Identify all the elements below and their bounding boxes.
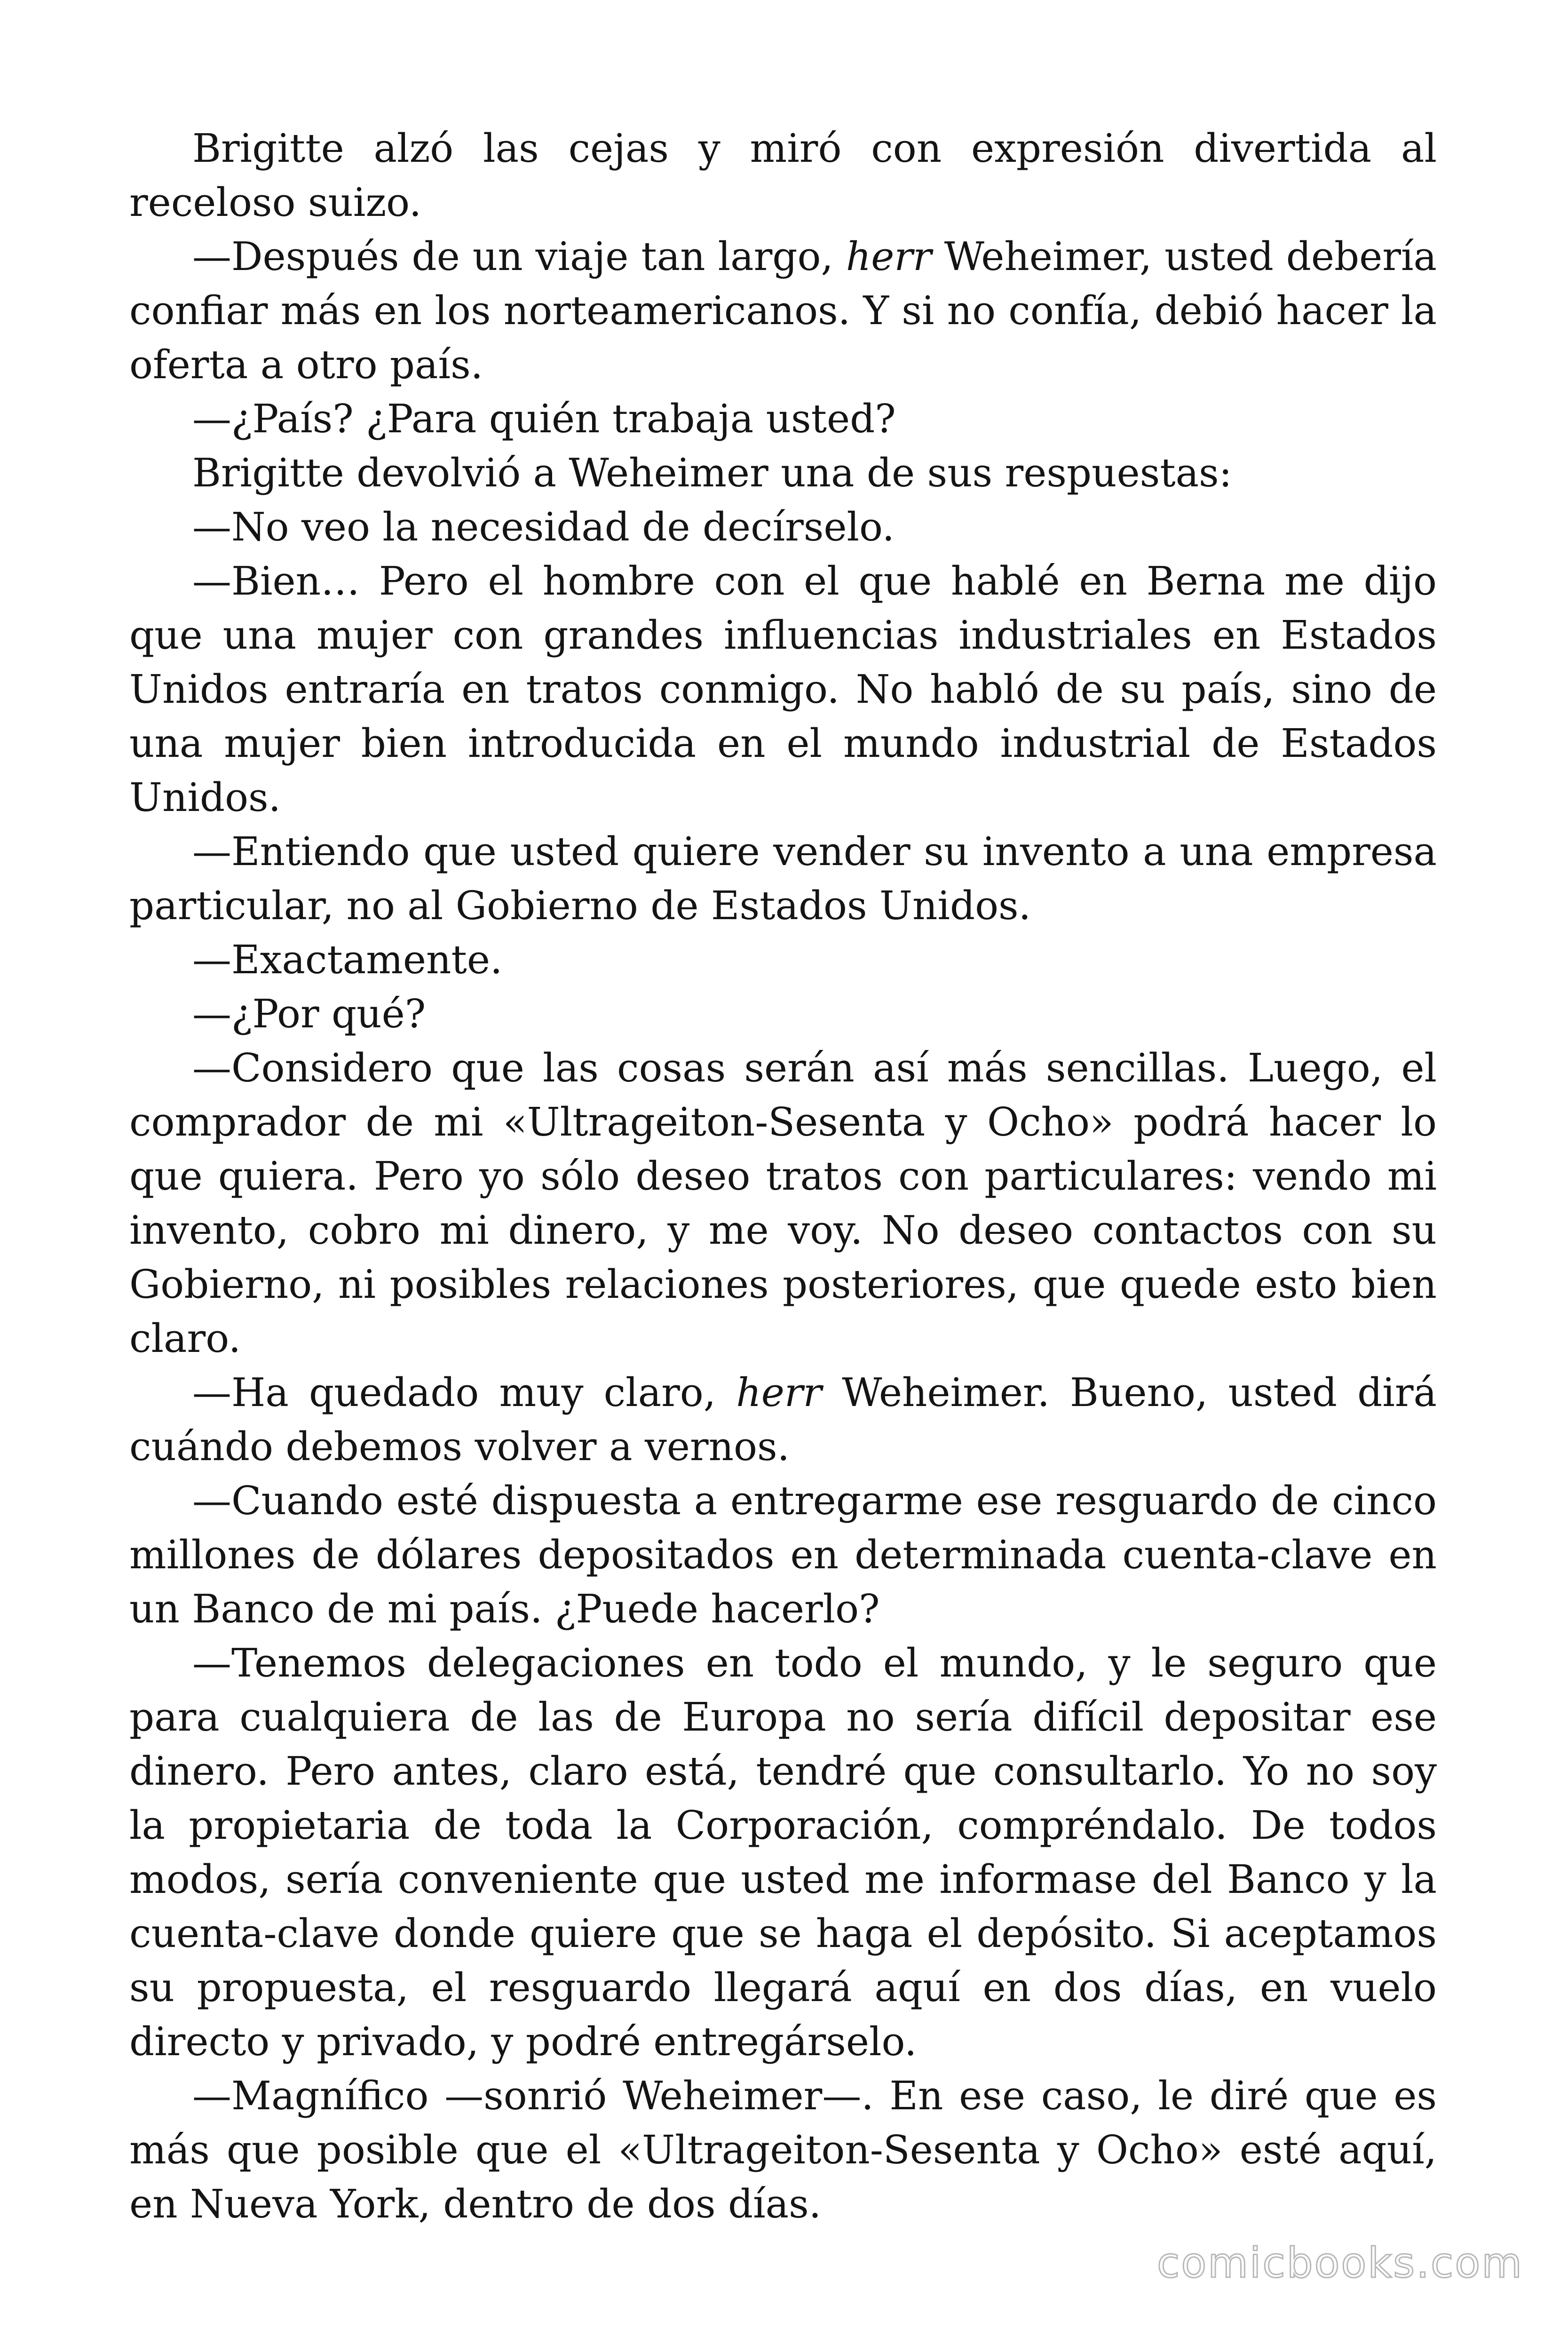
text-run: Weheimer, usted debería confiar más en los norteamericanos. Y si no confía, debió hacer la oferta a otro país. xyxy=(129,234,1437,388)
text-run: —Bien… Pero el hombre con el que hablé en Berna me dijo que una mujer con grandes influencias industriales en Estados Unidos entraría en tratos conmigo. No habló de su país, sino de una mujer bien introducida en el mundo industrial de Estados Unidos. xyxy=(129,558,1437,820)
watermark: comicbooks.com xyxy=(1156,2239,1523,2287)
text-run: —Entiendo que usted quiere vender su invento a una empresa particular, no al Gobierno de Estados Unidos. xyxy=(129,829,1437,929)
paragraph xyxy=(129,392,1437,446)
text-run: —No veo la necesidad de decírselo. xyxy=(192,504,895,550)
book-page-text xyxy=(129,121,1437,2231)
text-run: Brigitte alzó las cejas y miró con expresión divertida al receloso suizo. xyxy=(129,126,1437,225)
paragraph xyxy=(129,2069,1437,2231)
paragraph xyxy=(129,1636,1437,2069)
text-run: —Después de un viaje tan largo, xyxy=(192,234,846,279)
paragraph xyxy=(129,554,1437,825)
text-run: Weheimer. Bueno, usted dirá cuándo debemos volver a vernos. xyxy=(129,1370,1437,1470)
text-run: —Exactamente. xyxy=(192,937,503,983)
text-run: Brigitte devolvió a Weheimer una de sus respuestas: xyxy=(192,450,1232,496)
paragraph xyxy=(129,446,1437,500)
text-run: —Magnífico —sonrió Weheimer—. En ese caso, le diré que es más que posible que el «Ultrageiton-Sesenta y Ocho» esté aquí, en Nueva York, dentro de dos días. xyxy=(129,2073,1437,2227)
paragraph xyxy=(129,987,1437,1041)
paragraph xyxy=(129,933,1437,987)
text-run: —Considero que las cosas serán así más sencillas. Luego, el comprador de mi «Ultrageiton-Sesenta y Ocho» podrá hacer lo que quiera. Pero yo sólo deseo tratos con particulares: vendo mi invento, cobro mi dinero, y me voy. No deseo contactos con su Gobierno, ni posibles relaciones posteriores, que quede esto bien claro. xyxy=(129,1045,1437,1361)
paragraph xyxy=(129,1041,1437,1366)
text-run: —Cuando esté dispuesta a entregarme ese resguardo de cinco millones de dólares depositados en determinada cuenta-clave en un Banco de mi país. ¿Puede hacerlo? xyxy=(129,1478,1437,1632)
text-run: —Ha quedado muy claro, xyxy=(192,1370,736,1415)
text-run: —¿Por qué? xyxy=(192,991,426,1037)
paragraph xyxy=(129,230,1437,392)
italic-text: herr xyxy=(846,234,932,279)
paragraph xyxy=(129,1366,1437,1474)
italic-text: herr xyxy=(736,1370,822,1415)
paragraph xyxy=(129,1474,1437,1636)
paragraph xyxy=(129,500,1437,554)
text-run: —Tenemos delegaciones en todo el mundo, y le seguro que para cualquiera de las de Europa no sería difícil depositar ese dinero. Pero antes, claro está, tendré que consultarlo. Yo no soy la propietaria de toda la Corporación, compréndalo. De todos modos, sería conveniente que usted me informase del Banco y la cuenta-clave donde quiere que se haga el depósito. Si aceptamos su propuesta, el resguardo llegará aquí en dos días, en vuelo directo y privado, y podré entregárselo. xyxy=(129,1640,1437,2065)
paragraph xyxy=(129,825,1437,933)
text-run: —¿País? ¿Para quién trabaja usted? xyxy=(192,396,896,442)
paragraph xyxy=(129,121,1437,230)
